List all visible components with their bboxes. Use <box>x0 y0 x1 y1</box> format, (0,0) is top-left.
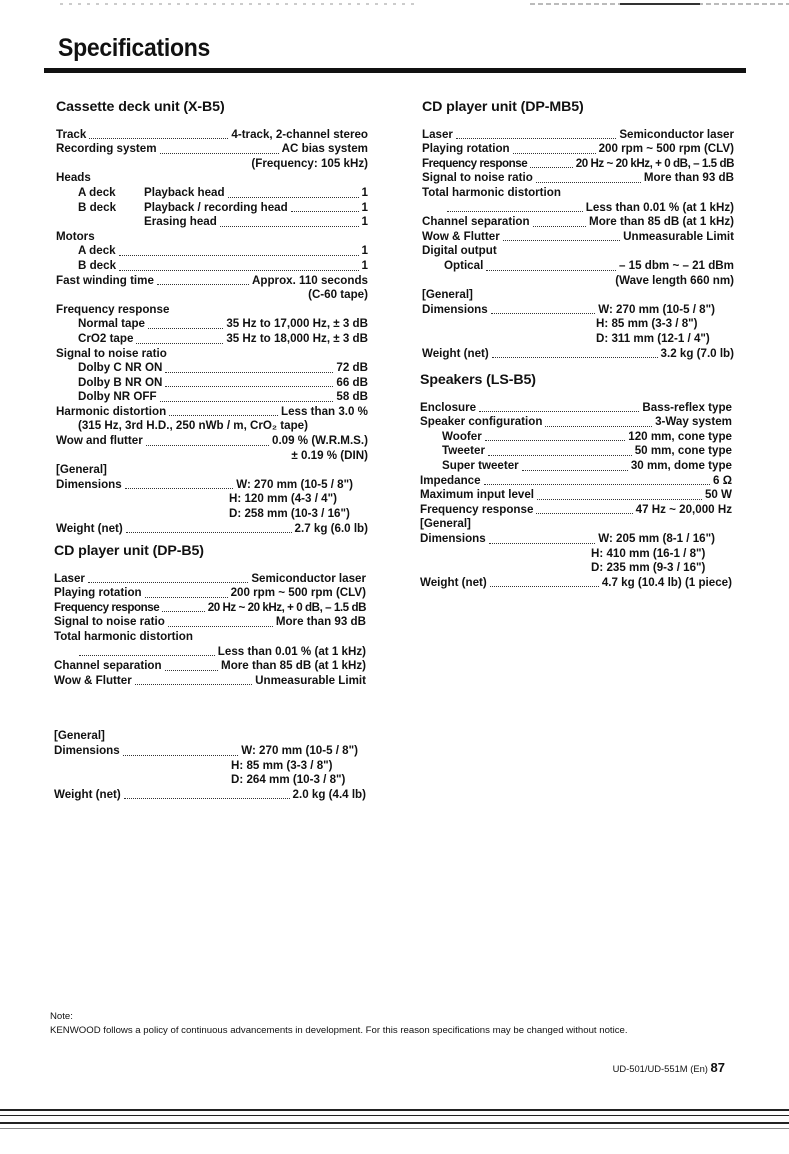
spec-snr-label: Signal to noise ratio <box>56 346 167 360</box>
spec-row-rotation: Playing rotation 200 rpm ~ 500 rpm (CLV) <box>422 142 734 156</box>
spec-row-thd: Less than 0.01 % (at 1 kHz) <box>422 201 734 216</box>
spec-fr-label: Frequency response <box>56 302 170 316</box>
spec-row-fast-wind: Fast winding time Approx. 110 seconds <box>56 273 368 287</box>
spec-row-weight: Weight (net) 4.7 kg (10.4 lb) (1 piece) <box>420 575 732 589</box>
spec-general-label: [General] <box>56 463 107 477</box>
spec-row-harmonic: Harmonic distortion Less than 3.0 % <box>56 404 368 418</box>
spec-row-track: Track 4-track, 2-channel stereo <box>56 127 368 141</box>
spec-row-laser: Laser Semiconductor laser <box>54 571 366 585</box>
bottom-rule-4 <box>0 1128 789 1129</box>
spec-row-dimensions: Dimensions W: 205 mm (8-1 / 16") <box>420 531 715 545</box>
cd-mb5-section <box>422 100 734 361</box>
spec-row-separation: Channel separation More than 85 dB (at 1 kHz) <box>54 659 366 673</box>
speakers-section <box>420 373 732 590</box>
cd-b5-section <box>54 544 366 802</box>
spec-row-snr: Signal to noise ratio More than 93 dB <box>422 171 734 185</box>
bottom-rule-2 <box>0 1115 789 1116</box>
spec-row-optical-wave: (Wave length 660 nm) <box>615 273 734 287</box>
spec-heads-label: Heads <box>56 171 91 185</box>
spec-row-dim-h: H: 120 mm (4-3 / 4") <box>229 492 337 506</box>
spec-row-rotation: Playing rotation 200 rpm ~ 500 rpm (CLV) <box>54 586 366 600</box>
spec-row-b-deck-head: B deck Playback / recording head 1 <box>78 200 368 214</box>
spec-row-dim-h: H: 85 mm (3-3 / 8") <box>596 317 698 331</box>
page-number: 87 <box>710 1060 725 1075</box>
page-title: Specifications <box>58 34 211 62</box>
spec-row-dim-d: D: 258 mm (10-3 / 16") <box>229 507 350 521</box>
cd-mb5-heading: CD player unit (DP-MB5) <box>422 99 584 115</box>
spec-row-tweeter: Tweeter 50 mm, cone type <box>442 444 732 458</box>
spec-row-wow-din: ± 0.19 % (DIN) <box>291 448 368 462</box>
footnote-text: KENWOOD follows a policy of continuous advancements in development. For this reason specifications may be changed without notice. <box>50 1024 628 1036</box>
cassette-section <box>56 100 368 536</box>
spec-digital-output-label: Digital output <box>422 244 497 258</box>
spec-row-dim-h: H: 410 mm (16-1 / 8") <box>591 546 706 560</box>
spec-row-wow: Wow and flutter 0.09 % (W.R.M.S.) <box>56 434 368 448</box>
spec-row-configuration: Speaker configuration 3-Way system <box>420 415 732 429</box>
spec-row-dolby-off: Dolby NR OFF 58 dB <box>78 390 368 404</box>
spec-general-label: [General] <box>420 517 471 531</box>
spec-row-recording-freq: (Frequency: 105 kHz) <box>251 156 368 170</box>
top-edge-dashes <box>0 2 789 8</box>
spec-row-freq-response: Frequency response 20 Hz ~ 20 kHz, + 0 dB, – 1.5 dB <box>422 156 734 170</box>
spec-row-dim-d: D: 311 mm (12-1 / 4") <box>596 331 710 345</box>
spec-row-wow-flutter: Wow & Flutter Unmeasurable Limit <box>422 229 734 243</box>
spec-row-super-tweeter: Super tweeter 30 mm, dome type <box>442 458 732 472</box>
spec-row-dimensions: Dimensions W: 270 mm (10-5 / 8") <box>56 477 353 491</box>
spec-row-snr: Signal to noise ratio More than 93 dB <box>54 615 366 629</box>
spec-row-dolby-c: Dolby C NR ON 72 dB <box>78 361 368 375</box>
title-rule <box>44 68 746 73</box>
spec-row-woofer: Woofer 120 mm, cone type <box>442 429 732 443</box>
spec-row-weight: Weight (net) 3.2 kg (7.0 lb) <box>422 346 734 360</box>
spec-row-impedance: Impedance 6 Ω <box>420 473 732 487</box>
spec-row-harmonic-note: (315 Hz, 3rd H.D., 250 nWb / m, CrO₂ tape) <box>78 419 308 433</box>
spec-thd-label: Total harmonic distortion <box>422 185 561 199</box>
footnote <box>50 1010 628 1037</box>
spec-row-a-deck-head: A deck Playback head 1 <box>78 185 368 199</box>
spec-row-b-deck-motor: B deck 1 <box>78 258 368 272</box>
spec-general-label: [General] <box>54 729 105 743</box>
bottom-rule-1 <box>0 1109 789 1111</box>
model-code: UD-501/UD-551M (En) <box>612 1063 708 1074</box>
spec-row-enclosure: Enclosure Bass-reflex type <box>420 400 732 414</box>
spec-row-laser: Laser Semiconductor laser <box>422 127 734 141</box>
spec-row-separation: Channel separation More than 85 dB (at 1 kHz) <box>422 215 734 229</box>
spec-row-dimensions: Dimensions W: 270 mm (10-5 / 8") <box>422 302 715 316</box>
spec-row-thd: Less than 0.01 % (at 1 kHz) <box>54 645 366 660</box>
spec-row-normal-tape: Normal tape 35 Hz to 17,000 Hz, ± 3 dB <box>78 317 368 331</box>
spec-row-wow-flutter: Wow & Flutter Unmeasurable Limit <box>54 673 366 687</box>
bottom-rule-3 <box>0 1122 789 1124</box>
spec-row-freq-response: Frequency response 47 Hz ~ 20,000 Hz <box>420 502 732 516</box>
spec-row-a-deck-motor: A deck 1 <box>78 244 368 258</box>
footnote-label: Note: <box>50 1011 73 1022</box>
spec-row-max-input: Maximum input level 50 W <box>420 488 732 502</box>
spec-motors-label: Motors <box>56 229 95 243</box>
spec-row-weight: Weight (net) 2.7 kg (6.0 lb) <box>56 521 368 535</box>
spec-row-dim-h: H: 85 mm (3-3 / 8") <box>231 758 333 772</box>
cassette-heading: Cassette deck unit (X-B5) <box>56 99 225 115</box>
spec-row-dim-d: D: 264 mm (10-3 / 8") <box>231 773 346 787</box>
spec-row-erase-head: Erasing head 1 <box>144 215 368 229</box>
spec-general-label: [General] <box>422 288 473 302</box>
spec-row-dimensions: Dimensions W: 270 mm (10-5 / 8") <box>54 743 358 757</box>
spec-row-fast-wind-tape: (C-60 tape) <box>308 288 368 302</box>
spec-row-optical: Optical – 15 dbm ~ – 21 dBm <box>444 258 734 272</box>
spec-row-recording: Recording system AC bias system <box>56 142 368 156</box>
spec-row-weight: Weight (net) 2.0 kg (4.4 lb) <box>54 787 366 801</box>
spec-row-dim-d: D: 235 mm (9-3 / 16") <box>591 561 706 575</box>
spec-row-freq-response: Frequency response 20 Hz ~ 20 kHz, + 0 dB, – 1.5 dB <box>54 600 366 614</box>
speakers-heading: Speakers (LS-B5) <box>420 372 536 388</box>
spec-row-cro2-tape: CrO2 tape 35 Hz to 18,000 Hz, ± 3 dB <box>78 331 368 345</box>
cd-b5-heading: CD player unit (DP-B5) <box>54 543 204 559</box>
spec-row-dolby-b: Dolby B NR ON 66 dB <box>78 375 368 389</box>
page-footer <box>613 1060 725 1075</box>
spec-thd-label: Total harmonic distortion <box>54 629 193 643</box>
